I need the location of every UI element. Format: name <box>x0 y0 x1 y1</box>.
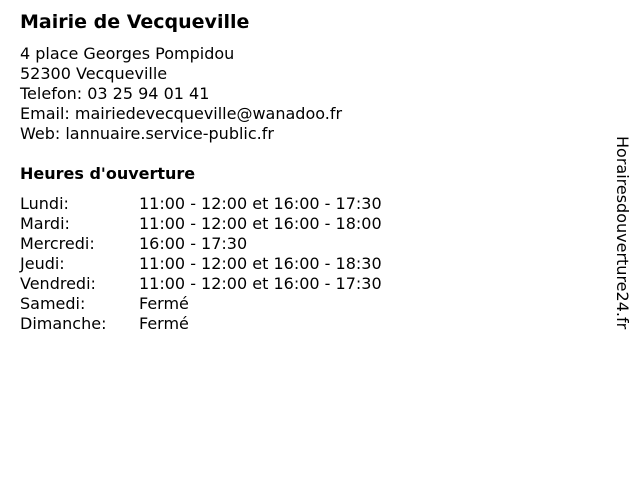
website-line: Web: lannuaire.service-public.fr <box>20 124 274 143</box>
hours-row-wednesday <box>20 234 580 254</box>
opening-hours-heading: Heures d'ouverture <box>20 164 196 183</box>
address-city: 52300 Vecqueville <box>20 64 168 83</box>
phone-line: Telefon: 03 25 94 01 41 <box>20 84 210 103</box>
address-street: 4 place Georges Pompidou <box>20 44 235 63</box>
day-hours: 11:00 - 12:00 et 16:00 - 18:30 <box>139 254 382 273</box>
hours-row-saturday <box>20 294 580 314</box>
hours-row-friday <box>20 274 580 294</box>
day-label: Lundi: <box>20 194 69 213</box>
day-label: Dimanche: <box>20 314 107 333</box>
day-hours: 11:00 - 12:00 et 16:00 - 17:30 <box>139 194 382 213</box>
hours-row-monday <box>20 194 580 214</box>
day-label: Mardi: <box>20 214 70 233</box>
opening-hours-table <box>20 194 580 334</box>
day-hours: 16:00 - 17:30 <box>139 234 248 253</box>
day-hours: 11:00 - 12:00 et 16:00 - 17:30 <box>139 274 382 293</box>
day-hours: Fermé <box>139 294 189 313</box>
business-name: Mairie de Vecqueville <box>20 11 250 33</box>
day-label: Vendredi: <box>20 274 96 293</box>
business-card <box>20 10 580 334</box>
hours-row-thursday <box>20 254 580 274</box>
site-brand-vertical: Horairesdouverture24.fr <box>613 136 632 330</box>
email-line: Email: mairiedevecqueville@wanadoo.fr <box>20 104 343 123</box>
hours-row-sunday <box>20 314 580 334</box>
day-label: Samedi: <box>20 294 86 313</box>
day-label: Jeudi: <box>20 254 65 273</box>
day-label: Mercredi: <box>20 234 95 253</box>
day-hours: Fermé <box>139 314 189 333</box>
hours-row-tuesday <box>20 214 580 234</box>
day-hours: 11:00 - 12:00 et 16:00 - 18:00 <box>139 214 382 233</box>
